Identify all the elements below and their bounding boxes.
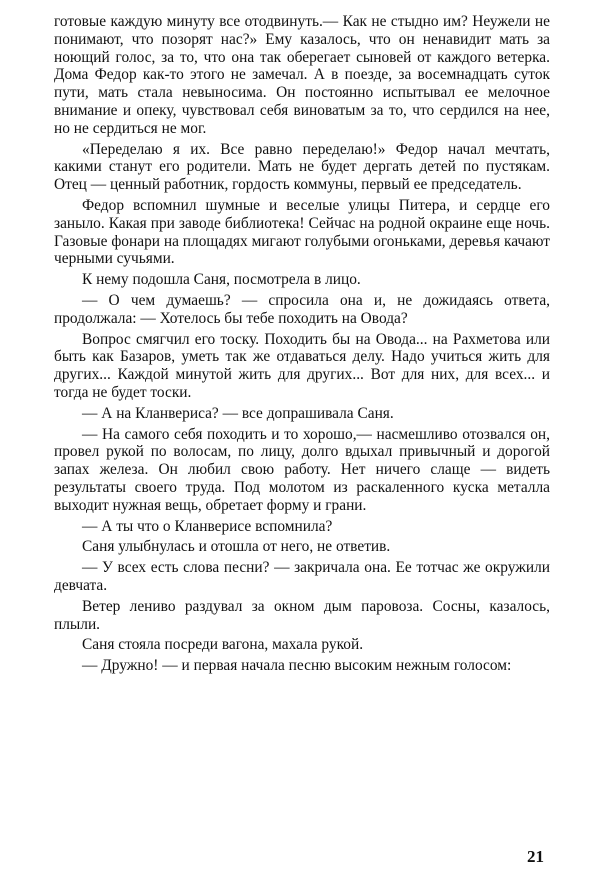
paragraph: — На самого себя походить и то хорошо,— насмешливо отозвался он, провел рукой по волосам, по лицу, долго вдыхал привычный и дорогой запах железа. Он любил свою работу. Нет ничего слаще — видеть результаты своего труда. Под молотом из раскаленного куска металла выходит нужная вещь, обретает форму и грани. [54, 425, 550, 514]
paragraph: Федор вспомнил шумные и веселые улицы Питера, и сердце его заныло. Какая при заводе библиотека! Сейчас на родной окраине еще ночь. Газовые фонари на площадях мигают голубыми огоньками, деревья качают черными сучьями. [54, 196, 550, 268]
paragraph: «Переделаю я их. Все равно переделаю!» Федор начал мечтать, какими станут его родители. Мать не будет дергать детей по пустякам. Отец — ценный работник, гордость коммуны, первый ее председатель. [54, 140, 550, 194]
page-number: 21 [527, 847, 544, 866]
paragraph: Саня улыбнулась и отошла от него, не ответив. [82, 538, 391, 556]
paragraph: Вопрос смягчил его тоску. Походить бы на Овода... на Рахметова или быть как Базаров, уметь так же отдаваться делу. Надо учиться жить для других... Каждой минутой жить для других... Вот для них, для всех... и тогда не будет тоски. [54, 330, 550, 401]
paragraph: Ветер лениво раздувал за окном дым паровоза. Сосны, казалось, плыли. [54, 597, 550, 633]
paragraph: Саня стояла посреди вагона, махала рукой. [82, 636, 364, 654]
paragraph: — А ты что о Кланверисе вспомнила? [82, 517, 333, 535]
paragraph: К нему подошла Саня, посмотрела в лицо. [82, 271, 361, 289]
paragraph: готовые каждую минуту все отодвинуть.— Как не стыдно им? Неужели не понимают, что позорят нас?» Ему казалось, что он ненавидит мать за ноющий голос, за то, что она так оберегает сыновей от каждого ветерка. Дома Федор как-то этого не замечал. А в поезде, за восемнадцать суток пути, мать стала невыносима. Он постоянно испытывал ее мелочное внимание и опеку, чувствовал себя виноватым за то, что сердился на нее, но не сердиться не мог. [54, 13, 550, 137]
paragraph: — О чем думаешь? — спросила она и, не дожидаясь ответа, продолжала: — Хотелось бы тебе походить на Овода? [54, 291, 550, 327]
paragraph: — А на Кланвериса? — все допрашивала Саня. [82, 404, 394, 422]
paragraph: — У всех есть слова песни? — закричала она. Ее тотчас же окружили девчата. [54, 559, 550, 594]
body-text [54, 13, 550, 675]
paragraph: — Дружно! — и первая начала песню высоким нежным голосом: [82, 657, 512, 675]
